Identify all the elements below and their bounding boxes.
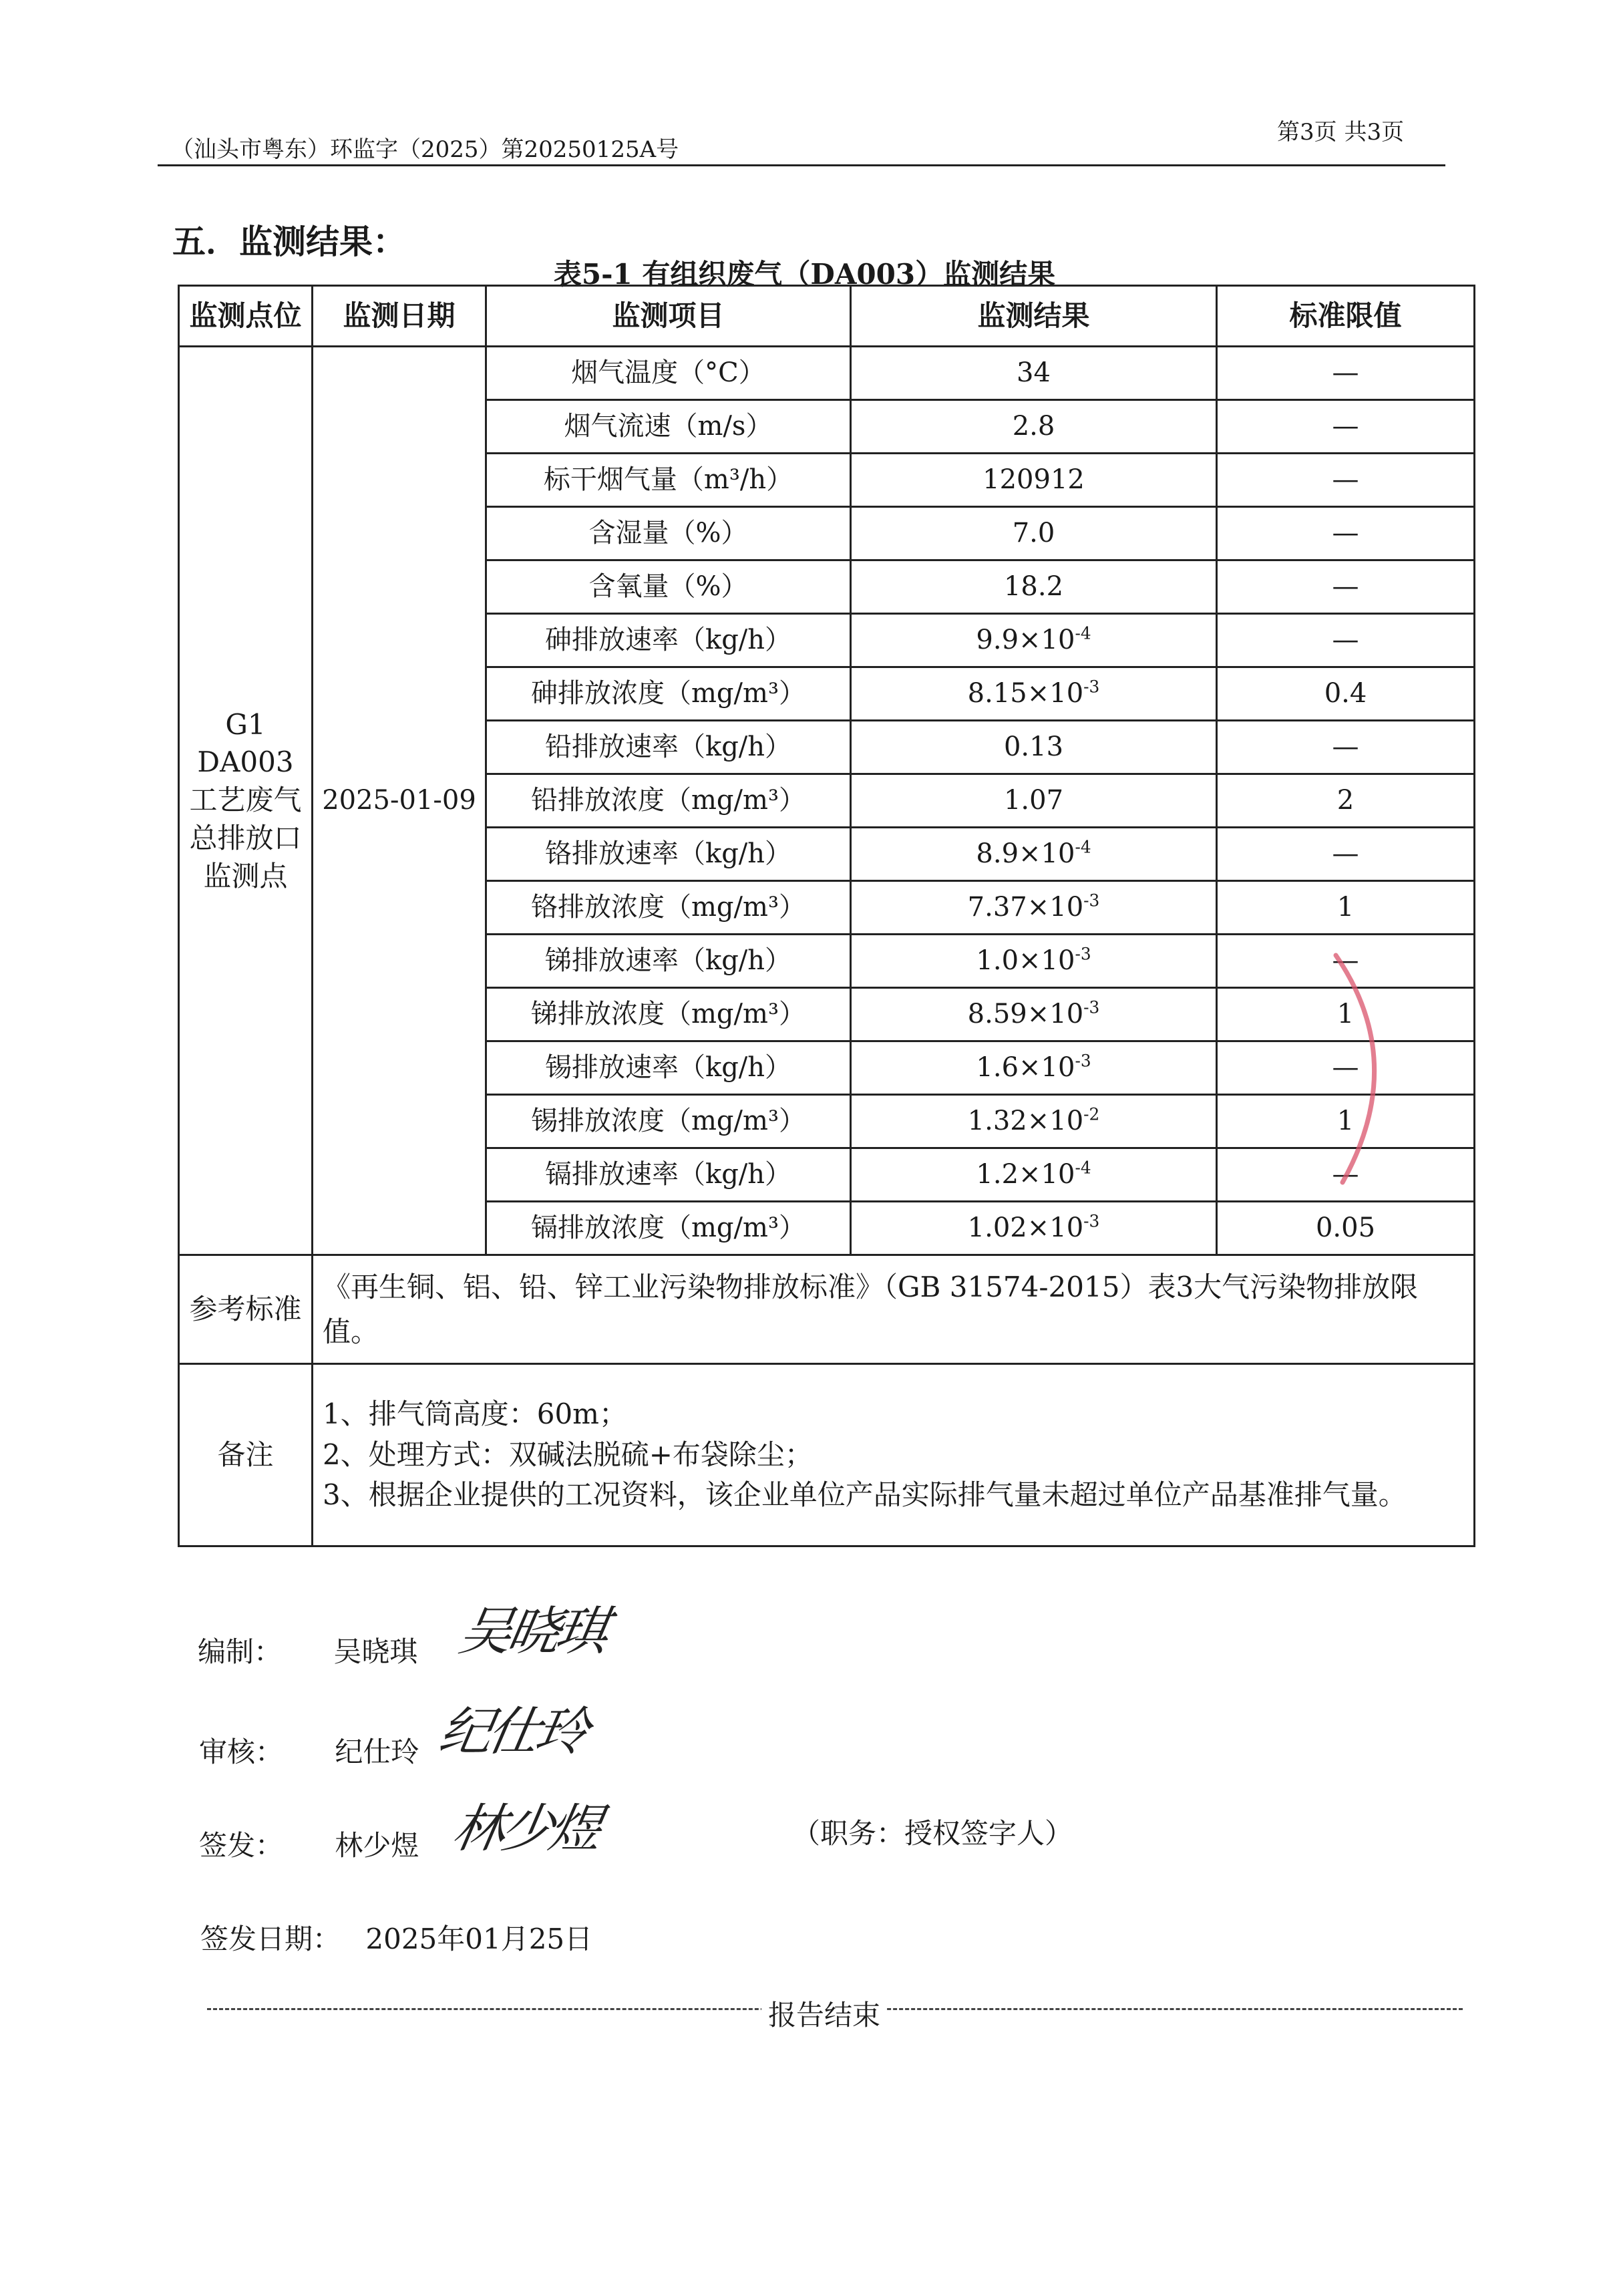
compiled-row: [198, 1630, 417, 1670]
compiled-label: 编制：: [198, 1635, 283, 1668]
standard-limit: 1: [1217, 988, 1475, 1041]
monitoring-result: [851, 1095, 1217, 1148]
issued-signature: 林少煜: [448, 1799, 603, 1859]
standard-limit: —: [1217, 347, 1475, 400]
notes-label: 备注: [179, 1364, 313, 1546]
header-item: 监测项目: [486, 286, 851, 347]
note-item: 3、根据企业提供的工况资料，该企业单位产品实际排气量未超过单位产品基准排气量。: [323, 1478, 1407, 1512]
result-base: 1.0×10: [976, 945, 1075, 976]
monitoring-item: 含氧量（%）: [486, 560, 851, 614]
result-exponent: -3: [1083, 997, 1100, 1017]
monitoring-result: [851, 1041, 1217, 1095]
header-site: 监测点位: [179, 286, 313, 347]
monitoring-date: 2025-01-09: [313, 347, 486, 1255]
monitoring-item: 锑排放浓度（mg/m³）: [486, 988, 851, 1041]
monitoring-result: 120912: [851, 454, 1217, 507]
result-base: 1.6×10: [976, 1051, 1075, 1083]
result-base: 1.02×10: [967, 1212, 1084, 1243]
monitoring-item: 铬排放浓度（mg/m³）: [486, 881, 851, 935]
monitoring-result: [851, 988, 1217, 1041]
reference-label: 参考标准: [179, 1255, 313, 1364]
header-result: 监测结果: [851, 286, 1217, 347]
monitoring-result: [851, 614, 1217, 667]
site-line: 监测点: [203, 859, 288, 892]
header-divider: [158, 164, 1445, 166]
monitoring-result: 0.13: [851, 721, 1217, 774]
result-exponent: -3: [1083, 1211, 1100, 1231]
result-base: 8.59×10: [967, 998, 1084, 1029]
reviewed-row: [199, 1730, 419, 1770]
monitoring-item: 铅排放速率（kg/h）: [486, 721, 851, 774]
monitoring-result: 7.0: [851, 507, 1217, 560]
standard-limit: —: [1217, 507, 1475, 560]
standard-limit: —: [1217, 828, 1475, 881]
monitoring-result: 1.07: [851, 774, 1217, 828]
monitoring-result: 2.8: [851, 400, 1217, 454]
table-row: [179, 347, 1475, 400]
reviewed-label: 审核：: [199, 1736, 284, 1768]
monitoring-item: 铬排放速率（kg/h）: [486, 828, 851, 881]
monitoring-item: 镉排放速率（kg/h）: [486, 1148, 851, 1202]
monitoring-item: 锑排放速率（kg/h）: [486, 935, 851, 988]
monitoring-result: 34: [851, 347, 1217, 400]
results-table: [178, 285, 1475, 1547]
monitoring-result: [851, 667, 1217, 721]
standard-limit: 1: [1217, 881, 1475, 935]
result-exponent: -4: [1075, 837, 1091, 857]
site-line: 总排放口: [189, 821, 302, 854]
issued-name: 林少煜: [335, 1829, 419, 1862]
monitoring-item: 砷排放速率（kg/h）: [486, 614, 851, 667]
reference-text: 《再生铜、铝、铅、锌工业污染物排放标准》（GB 31574-2015）表3大气污染物排放限值。: [313, 1255, 1475, 1364]
result-exponent: -2: [1083, 1104, 1100, 1124]
notes-row: [179, 1364, 1475, 1546]
monitoring-item: 烟气温度（°C）: [486, 347, 851, 400]
report-end-text: 报告结束: [761, 1993, 887, 2033]
result-base: 8.15×10: [967, 677, 1084, 709]
table-caption: 表5-1 有组织废气（DA003）监测结果: [553, 258, 1056, 291]
monitoring-result: 18.2: [851, 560, 1217, 614]
monitoring-item: 铅排放浓度（mg/m³）: [486, 774, 851, 828]
monitoring-result: [851, 1202, 1217, 1255]
header-date: 监测日期: [313, 286, 486, 347]
compiled-signature: 吴晓琪: [454, 1602, 610, 1662]
report-number: （汕头市粤东）环监字（2025）第20250125A号: [171, 136, 679, 163]
standard-limit: 1: [1217, 1095, 1475, 1148]
monitoring-item: 锡排放浓度（mg/m³）: [486, 1095, 851, 1148]
result-exponent: -3: [1075, 944, 1091, 964]
result-base: 9.9×10: [976, 624, 1075, 655]
note-item: 1、排气筒高度：60m；: [323, 1397, 627, 1430]
result-base: 1.2×10: [976, 1158, 1075, 1190]
monitoring-item: 标干烟气量（m³/h）: [486, 454, 851, 507]
issued-row: [199, 1824, 419, 1864]
compiled-name: 吴晓琪: [333, 1635, 418, 1668]
monitoring-item: 烟气流速（m/s）: [486, 400, 851, 454]
standard-limit: 0.05: [1217, 1202, 1475, 1255]
result-base: 1.32×10: [967, 1105, 1084, 1136]
standard-limit: —: [1217, 1148, 1475, 1202]
page-info: 第3页 共3页: [1277, 119, 1405, 146]
reviewed-name: 纪仕玲: [335, 1736, 419, 1768]
standard-limit: —: [1217, 721, 1475, 774]
monitoring-item: 锡排放速率（kg/h）: [486, 1041, 851, 1095]
notes-content: [313, 1364, 1475, 1546]
standard-limit: —: [1217, 400, 1475, 454]
result-base: 8.9×10: [976, 838, 1075, 869]
standard-limit: 2: [1217, 774, 1475, 828]
monitoring-result: [851, 1148, 1217, 1202]
result-exponent: -4: [1075, 1158, 1091, 1178]
issue-date-row: [200, 1917, 592, 1957]
issue-date: 2025年01月25日: [365, 1923, 593, 1955]
table-header-row: [179, 286, 1475, 347]
monitoring-item: 砷排放浓度（mg/m³）: [486, 667, 851, 721]
result-exponent: -3: [1083, 890, 1100, 911]
result-exponent: -3: [1083, 677, 1100, 697]
monitoring-result: [851, 935, 1217, 988]
issue-date-label: 签发日期：: [200, 1923, 341, 1955]
site-line: 工艺废气: [189, 784, 302, 817]
standard-limit: —: [1217, 560, 1475, 614]
monitoring-result: [851, 828, 1217, 881]
site-line: G1: [225, 707, 266, 741]
seal-stamp-mark: [1329, 949, 1416, 1189]
monitoring-site: [179, 347, 313, 1255]
header-limit: 标准限值: [1217, 286, 1475, 347]
result-base: 7.37×10: [967, 891, 1084, 923]
monitoring-result: [851, 881, 1217, 935]
site-line: DA003: [197, 746, 294, 779]
monitoring-item: 含湿量（%）: [486, 507, 851, 560]
monitoring-item: 镉排放浓度（mg/m³）: [486, 1202, 851, 1255]
issued-label: 签发：: [199, 1829, 284, 1862]
standard-limit: —: [1217, 454, 1475, 507]
note-item: 2、处理方式：双碱法脱硫+布袋除尘；: [323, 1438, 813, 1471]
standard-limit: —: [1217, 935, 1475, 988]
standard-limit: —: [1217, 1041, 1475, 1095]
section-title: 五．监测结果：: [172, 222, 406, 261]
standard-limit: 0.4: [1217, 667, 1475, 721]
reference-row: [179, 1255, 1475, 1364]
result-exponent: -3: [1075, 1051, 1091, 1071]
result-exponent: -4: [1075, 623, 1091, 643]
standard-limit: —: [1217, 614, 1475, 667]
reviewed-signature: 纪仕玲: [434, 1702, 590, 1762]
issuer-role: （职务：授权签字人）: [792, 1817, 1073, 1850]
